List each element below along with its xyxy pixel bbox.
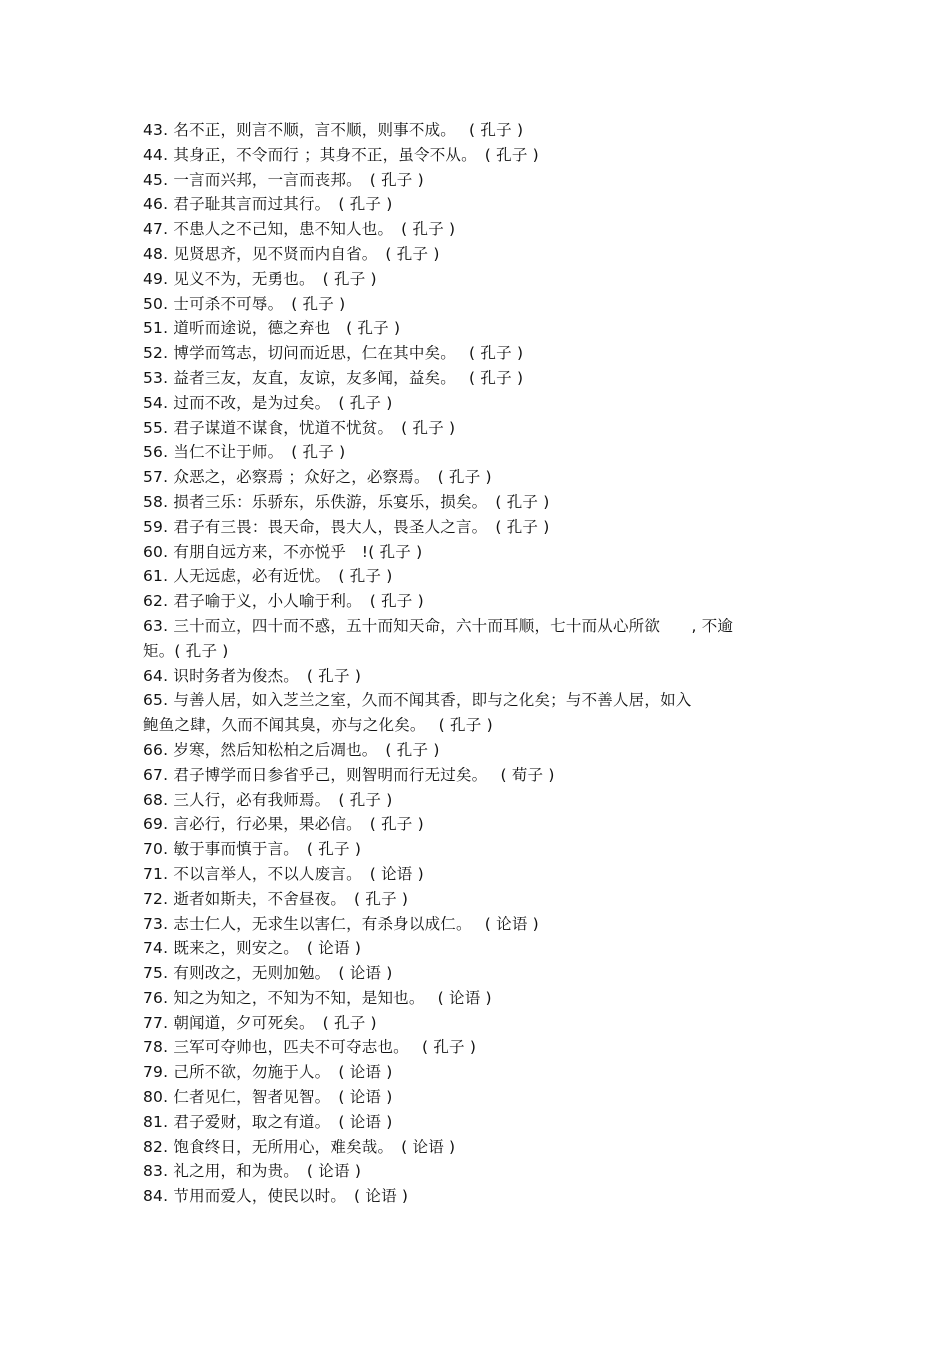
quote-line: 80. 仁者见仁，智者见智。 ( 论语 )	[143, 1088, 393, 1107]
quote-line: 77. 朝闻道，夕可死矣。 ( 孔子 )	[143, 1013, 377, 1032]
quote-line: 78. 三军可夺帅也，匹夫不可夺志也。 ( 孔子 )	[143, 1038, 477, 1057]
quote-line: 70. 敏于事而慎于言。 ( 孔子 )	[143, 840, 362, 859]
quote-line: 49. 见义不为，无勇也。 ( 孔子 )	[143, 269, 377, 288]
quote-line: 52. 博学而笃志，切问而近思，仁在其中矣。 ( 孔子 )	[143, 344, 524, 363]
quote-line: 79. 己所不欲，勿施于人。 ( 论语 )	[143, 1063, 393, 1082]
quote-line: 59. 君子有三畏：畏天命，畏大人，畏圣人之言。 ( 孔子 )	[143, 517, 550, 536]
quote-line: 65. 与善人居，如入芝兰之室，久而不闻其香，即与之化矣；与不善人居，如入	[143, 691, 692, 710]
quote-line: 75. 有则改之，无则加勉。 ( 论语 )	[143, 964, 393, 983]
quote-line: 73. 志士仁人，无求生以害仁，有杀身以成仁。 ( 论语 )	[143, 914, 539, 933]
quote-line: 56. 当仁不让于师。 ( 孔子 )	[143, 443, 346, 462]
quote-line: 67. 君子博学而日参省乎己，则智明而行无过矣。 ( 荀子 )	[143, 765, 555, 784]
quote-line: 76. 知之为知之，不知为不知，是知也。 ( 论语 )	[143, 988, 492, 1007]
quote-line: 83. 礼之用，和为贵。 ( 论语 )	[143, 1162, 362, 1181]
quote-line: 53. 益者三友，友直，友谅，友多闻，益矣。 ( 孔子 )	[143, 368, 524, 387]
quote-line: 55. 君子谋道不谋食，忧道不忧贫。 ( 孔子 )	[143, 418, 456, 437]
quote-line: 64. 识时务者为俊杰。 ( 孔子 )	[143, 666, 362, 685]
quote-line: 57. 众恶之，必察焉 ；众好之，必察焉。 ( 孔子 )	[143, 468, 492, 487]
quote-line: 58. 损者三乐：乐骄东，乐佚游，乐宴乐，损矣。 ( 孔子 )	[143, 492, 550, 511]
quote-line: 63. 三十而立，四十而不惑，五十而知天命，六十而耳顺，七十而从心所欲 , 不逾	[143, 616, 734, 635]
quote-line: 矩。( 孔子 )	[143, 641, 229, 660]
quote-line: 46. 君子耻其言而过其行。 ( 孔子 )	[143, 195, 393, 214]
quote-line: 81. 君子爱财，取之有道。 ( 论语 )	[143, 1112, 393, 1131]
quote-line: 43. 名不正，则言不顺，言不顺，则事不成。 ( 孔子 )	[143, 121, 524, 139]
quote-line: 60. 有朋自远方来，不亦悦乎 !( 孔子 )	[143, 542, 423, 561]
quote-line: 54. 过而不改，是为过矣。 ( 孔子 )	[143, 393, 393, 412]
quote-line: 45. 一言而兴邦，一言而丧邦。 ( 孔子 )	[143, 170, 424, 189]
quote-line: 84. 节用而爱人，使民以时。 ( 论语 )	[143, 1187, 409, 1206]
quote-line: 鲍鱼之肆，久而不闻其臭，亦与之化矣。 ( 孔子 )	[143, 716, 493, 735]
quote-line: 71. 不以言举人，不以人废言。 ( 论语 )	[143, 864, 424, 883]
quote-line: 62. 君子喻于义，小人喻于利。 ( 孔子 )	[143, 592, 424, 611]
quote-line: 48. 见贤思齐，见不贤而内自省。 ( 孔子 )	[143, 244, 440, 263]
quote-line: 66. 岁寒，然后知松柏之后凋也。 ( 孔子 )	[143, 740, 440, 759]
quote-line: 69. 言必行，行必果，果必信。 ( 孔子 )	[143, 815, 424, 834]
quote-line: 72. 逝者如斯夫，不舍昼夜。 ( 孔子 )	[143, 889, 409, 908]
quote-line: 61. 人无远虑，必有近忧。 ( 孔子 )	[143, 567, 393, 586]
quote-line: 82. 饱食终日，无所用心，难矣哉。 ( 论语 )	[143, 1137, 456, 1156]
quote-list	[143, 118, 823, 1209]
quote-line: 74. 既来之，则安之。 ( 论语 )	[143, 939, 362, 958]
quote-line: 68. 三人行，必有我师焉。 ( 孔子 )	[143, 790, 393, 809]
quote-line: 47. 不患人之不己知，患不知人也。 ( 孔子 )	[143, 220, 456, 239]
quote-line: 51. 道听而途说，德之弃也 ( 孔子 )	[143, 319, 401, 338]
quote-line: 50. 士可杀不可辱。 ( 孔子 )	[143, 294, 346, 313]
quote-line: 44. 其身正，不令而行 ；其身不正，虽令不从。 ( 孔子 )	[143, 145, 539, 164]
